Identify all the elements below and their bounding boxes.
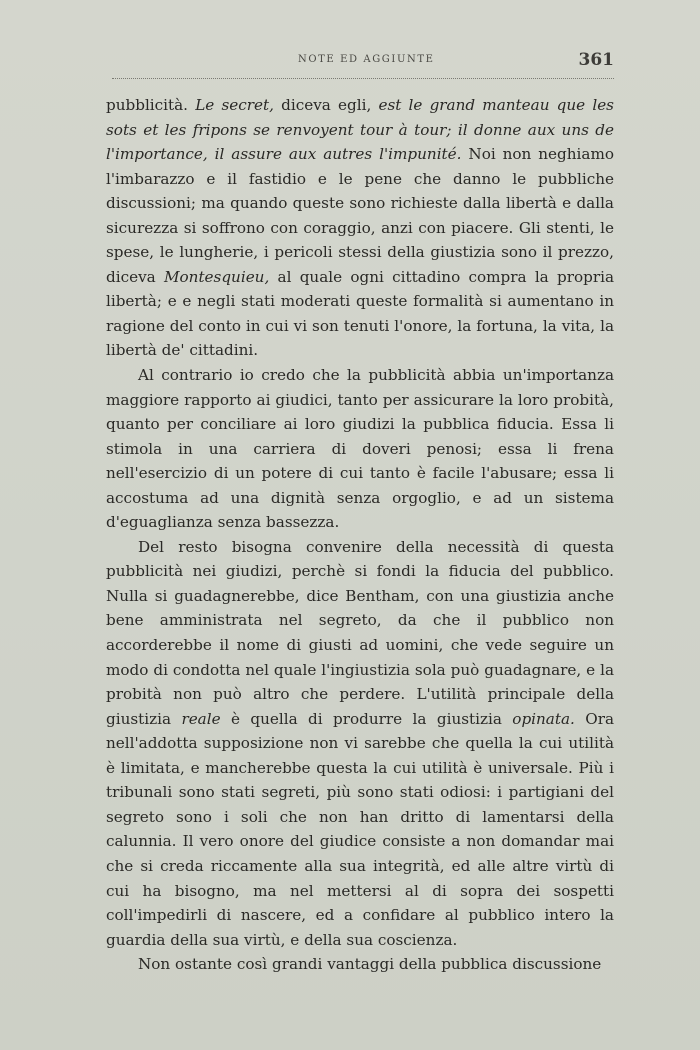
paragraph — [106, 952, 614, 977]
italic-text: est le grand manteau que les sots et les fripons se renvoyent tour à tour; il donne aux uns de l'importance, il assure aux autres l'impunité. — [106, 96, 614, 164]
text-run: al quale ogni cittadino compra la propria libertà; e e negli stati moderati queste formalità si aumentano in ragione del conto in cui vi son tenuti l'onore, la fortuna, la vita, la libertà de' cittadini. — [106, 267, 614, 360]
text-run: Ora nell'addotta supposizione non vi sarebbe che quella la cui utilità è limitata, e mancherebbe questa la cui utilità è universale. Più i tribunali sono stati segreti, più sono stati odiosi: i partigiani del segreto sono i soli che non han dritto di lamentarsi della calunnia. Il vero onore del giudice consiste a non domandar mai che si creda riccamente alla sua integrità, ed alle altre virtù di cui ha bisogno, ma nel mettersi al di sopra dei sospetti coll'impedirli di nascere, ed a confidare al pubblico intero la guardia della sua virtù, e della sua coscienza. — [106, 709, 615, 949]
header-rule — [112, 78, 614, 79]
text-run: pubblicità. — [106, 96, 196, 114]
italic-text: reale — [181, 709, 221, 728]
page-number: 361 — [578, 50, 614, 70]
text-run: Del resto bisogna convenire della necessità di questa pubblicità nei giudizi, perchè si fondi la fiducia del pubblico. Nulla si guadagnerebbe, dice Bentham, con una giustizia anche bene amministrata nel segreto, da che il pubblico non accorderebbe il nome di giusti ad uomini, che vede seguire un modo di condotta nel quale l'ingiustizia sola può guadagnare, e la probità non può altro che perdere. L'utilità principale della giustizia — [106, 537, 614, 728]
body-text — [106, 93, 614, 977]
italic-text: opinata. — [512, 709, 575, 728]
italic-text: Montesquieu, — [163, 267, 270, 286]
italic-text: Le secret, — [195, 96, 274, 114]
paragraph — [106, 363, 614, 535]
text-run: diceva egli, — [273, 96, 379, 114]
paragraph — [106, 93, 614, 363]
paragraph — [106, 535, 614, 952]
page-header — [112, 50, 614, 80]
running-head: NOTE ED AGGIUNTE — [298, 54, 435, 65]
text-run: Non ostante così grandi vantaggi della pubblica discussione — [138, 955, 602, 974]
text-run: Noi non neghiamo l'imbarazzo e il fastidio e le pene che danno le pubbliche discussioni; ma quando queste sono richieste dalla libertà e dalla sicurezza si soffrono con coraggio, anzi con piacere. Gli stenti, le spese, le lungherie, i pericoli stessi della giustizia sono il prezzo, diceva — [106, 145, 614, 286]
text-run: è quella di produrre la giustizia — [220, 709, 513, 728]
text-run: Al contrario io credo che la pubblicità abbia un'importanza maggiore rapporto ai giudici, tanto per assicurare la loro probità, quanto per conciliare ai loro giudizi la pubblica fiducia. Essa li stimola in una carriera di doveri penosi; essa li frena nell'esercizio di un potere di cui tanto è facile l'abusare; essa li accostuma ad una dignità senza orgoglio, e ad un sistema d'eguaglianza senza bassezza. — [106, 366, 614, 532]
